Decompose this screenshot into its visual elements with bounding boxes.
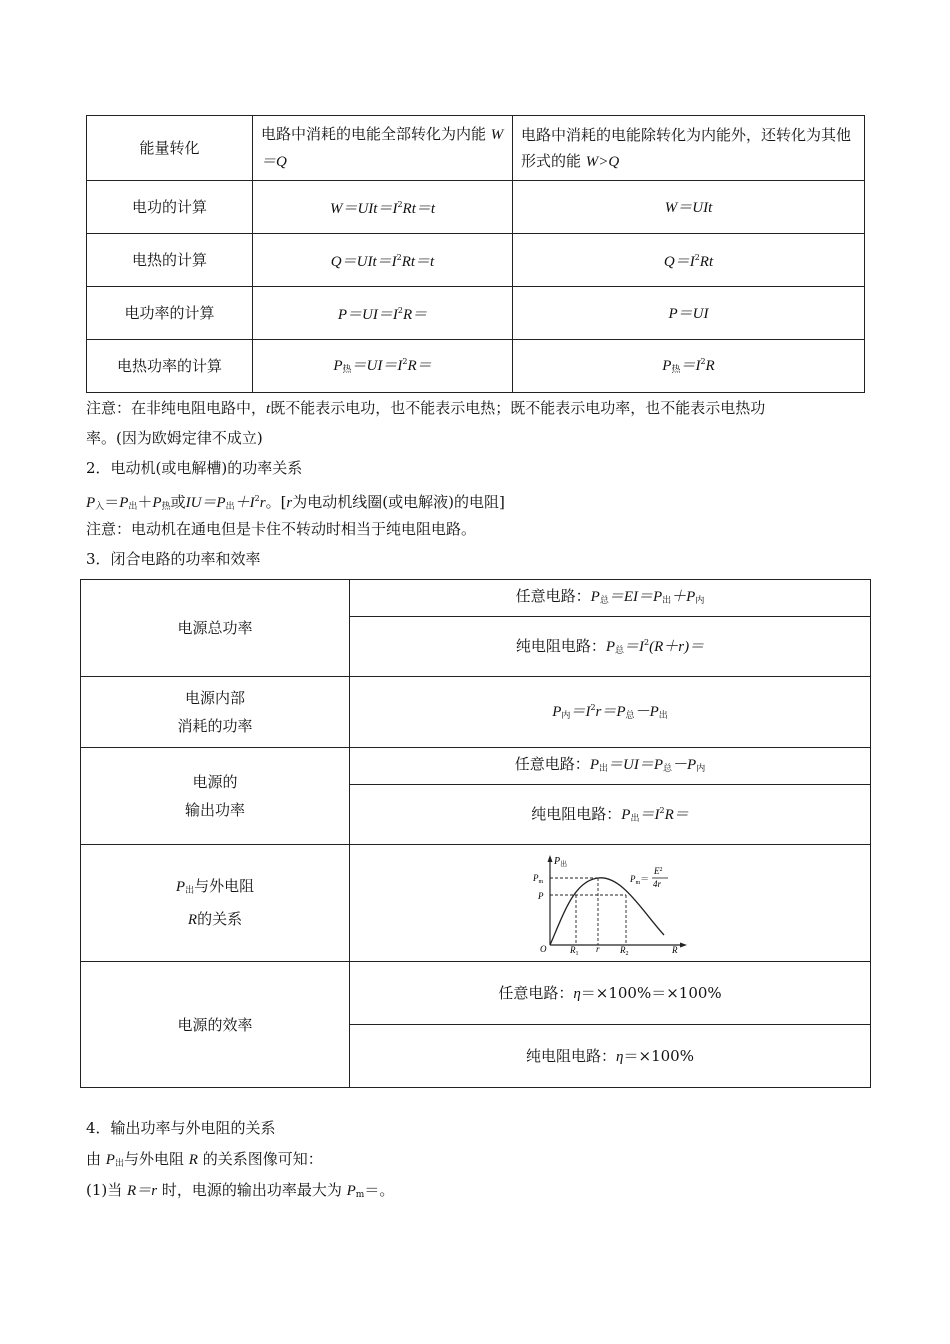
table-cell: $W=UIt=I^2Rt=t$ — [253, 181, 513, 234]
table-cell: 电路中消耗的电能全部转化为内能 W＝Q — [253, 116, 513, 181]
table-row — [87, 234, 865, 287]
circuit-power-table — [80, 579, 871, 1088]
table-cell: 任意电路：$P_出=UI=P_总-P_内$ — [350, 748, 871, 785]
table-cell: 纯电阻电路：η＝×100% — [350, 1025, 871, 1088]
note-line: 率。(因为欧姆定律不成立) — [86, 429, 263, 447]
r-label: r — [596, 944, 600, 954]
table-cell: W＝UIt — [513, 181, 865, 234]
row-label: 电源内部 消耗的功率 — [81, 677, 350, 748]
row-label: 电热功率的计算 — [87, 340, 253, 393]
row-label: 电源的效率 — [81, 962, 350, 1088]
table-cell: $P_内=I^2r=P_总-P_出$ — [350, 677, 871, 748]
table-row — [87, 287, 865, 340]
y-axis-label: $P_出$ — [554, 856, 568, 868]
table-cell: $Q=I^2Rt$ — [513, 234, 865, 287]
graph-cell — [350, 845, 871, 962]
table-row — [81, 845, 871, 962]
p-label: P — [538, 891, 544, 901]
table-cell: $P=UI=I^2R=$ — [253, 287, 513, 340]
y-axis-arrow — [548, 855, 553, 862]
section-heading: 2．电动机(或电解槽)的功率关系 — [86, 459, 303, 477]
row-label: 电功的计算 — [87, 181, 253, 234]
row-label: 能量转化 — [87, 116, 253, 181]
table-row — [81, 580, 871, 617]
table-row — [81, 962, 871, 1025]
table-cell: $P_热=I^2R$ — [513, 340, 865, 393]
x-axis-label: R — [672, 945, 678, 955]
row-label: $P_出$与外电阻 R的关系 — [81, 845, 350, 962]
row-label: 电源的 输出功率 — [81, 748, 350, 845]
x-axis-arrow — [680, 943, 687, 948]
table-row — [81, 748, 871, 785]
motor-power-formula: $P_入=P_出+P_热$或$IU=P_出+I^2r$。[r为电动机线圈(或电解液)的电阻] — [86, 493, 505, 512]
power-curve — [550, 878, 664, 945]
table-cell: 任意电路：η＝×100%＝×100% — [350, 962, 871, 1025]
table-row — [87, 116, 865, 181]
table-cell: 任意电路：$P_总=EI=P_出+P_内$ — [350, 580, 871, 617]
row-label: 电热的计算 — [87, 234, 253, 287]
row-label: 电源总功率 — [81, 580, 350, 677]
table-cell: 纯电阻电路：$P_出=I^2R=$ — [350, 785, 871, 845]
note-line: 注意：在非纯电阻电路中，t既不能表示电功，也不能表示电热；既不能表示电功率，也不能表示电热功 — [86, 399, 766, 417]
body-line: (1)当 R＝r 时，电源的输出功率最大为 $P_m=$。 — [86, 1181, 395, 1200]
table-cell: $P_热=UI=I^2R=$ — [253, 340, 513, 393]
table-cell: $Q=UIt=I^2Rt=t$ — [253, 234, 513, 287]
body-line: 由 $P_出$与外电阻 R 的关系图像可知： — [86, 1150, 323, 1169]
origin-label: O — [540, 944, 547, 954]
table-cell: 电路中消耗的电能除转化为内能外，还转化为其他形式的能 W>Q — [513, 116, 865, 181]
note-line: 注意：电动机在通电但是卡住不转动时相当于纯电阻电路。 — [86, 520, 477, 538]
pm-formula-numerator: $E^2$ — [654, 866, 663, 876]
table-cell: 纯电阻电路：$P_总=I^2(R+r)=$ — [350, 617, 871, 677]
table-row — [87, 340, 865, 393]
table-row — [87, 181, 865, 234]
r1-label: $R_1$ — [570, 945, 579, 957]
pm-label: $P_m$ — [533, 873, 544, 885]
section-heading: 3．闭合电路的功率和效率 — [86, 550, 261, 568]
power-resistance-graph — [530, 853, 690, 957]
energy-comparison-table — [86, 115, 865, 393]
r2-label: $R_2$ — [620, 945, 629, 957]
section-heading: 4．输出功率与外电阻的关系 — [86, 1119, 276, 1137]
table-cell: P＝UI — [513, 287, 865, 340]
table-row — [81, 677, 871, 748]
row-label: 电功率的计算 — [87, 287, 253, 340]
pm-formula-denominator: 4r — [653, 879, 662, 889]
pm-formula-lhs: $P_m=$ — [630, 874, 650, 886]
